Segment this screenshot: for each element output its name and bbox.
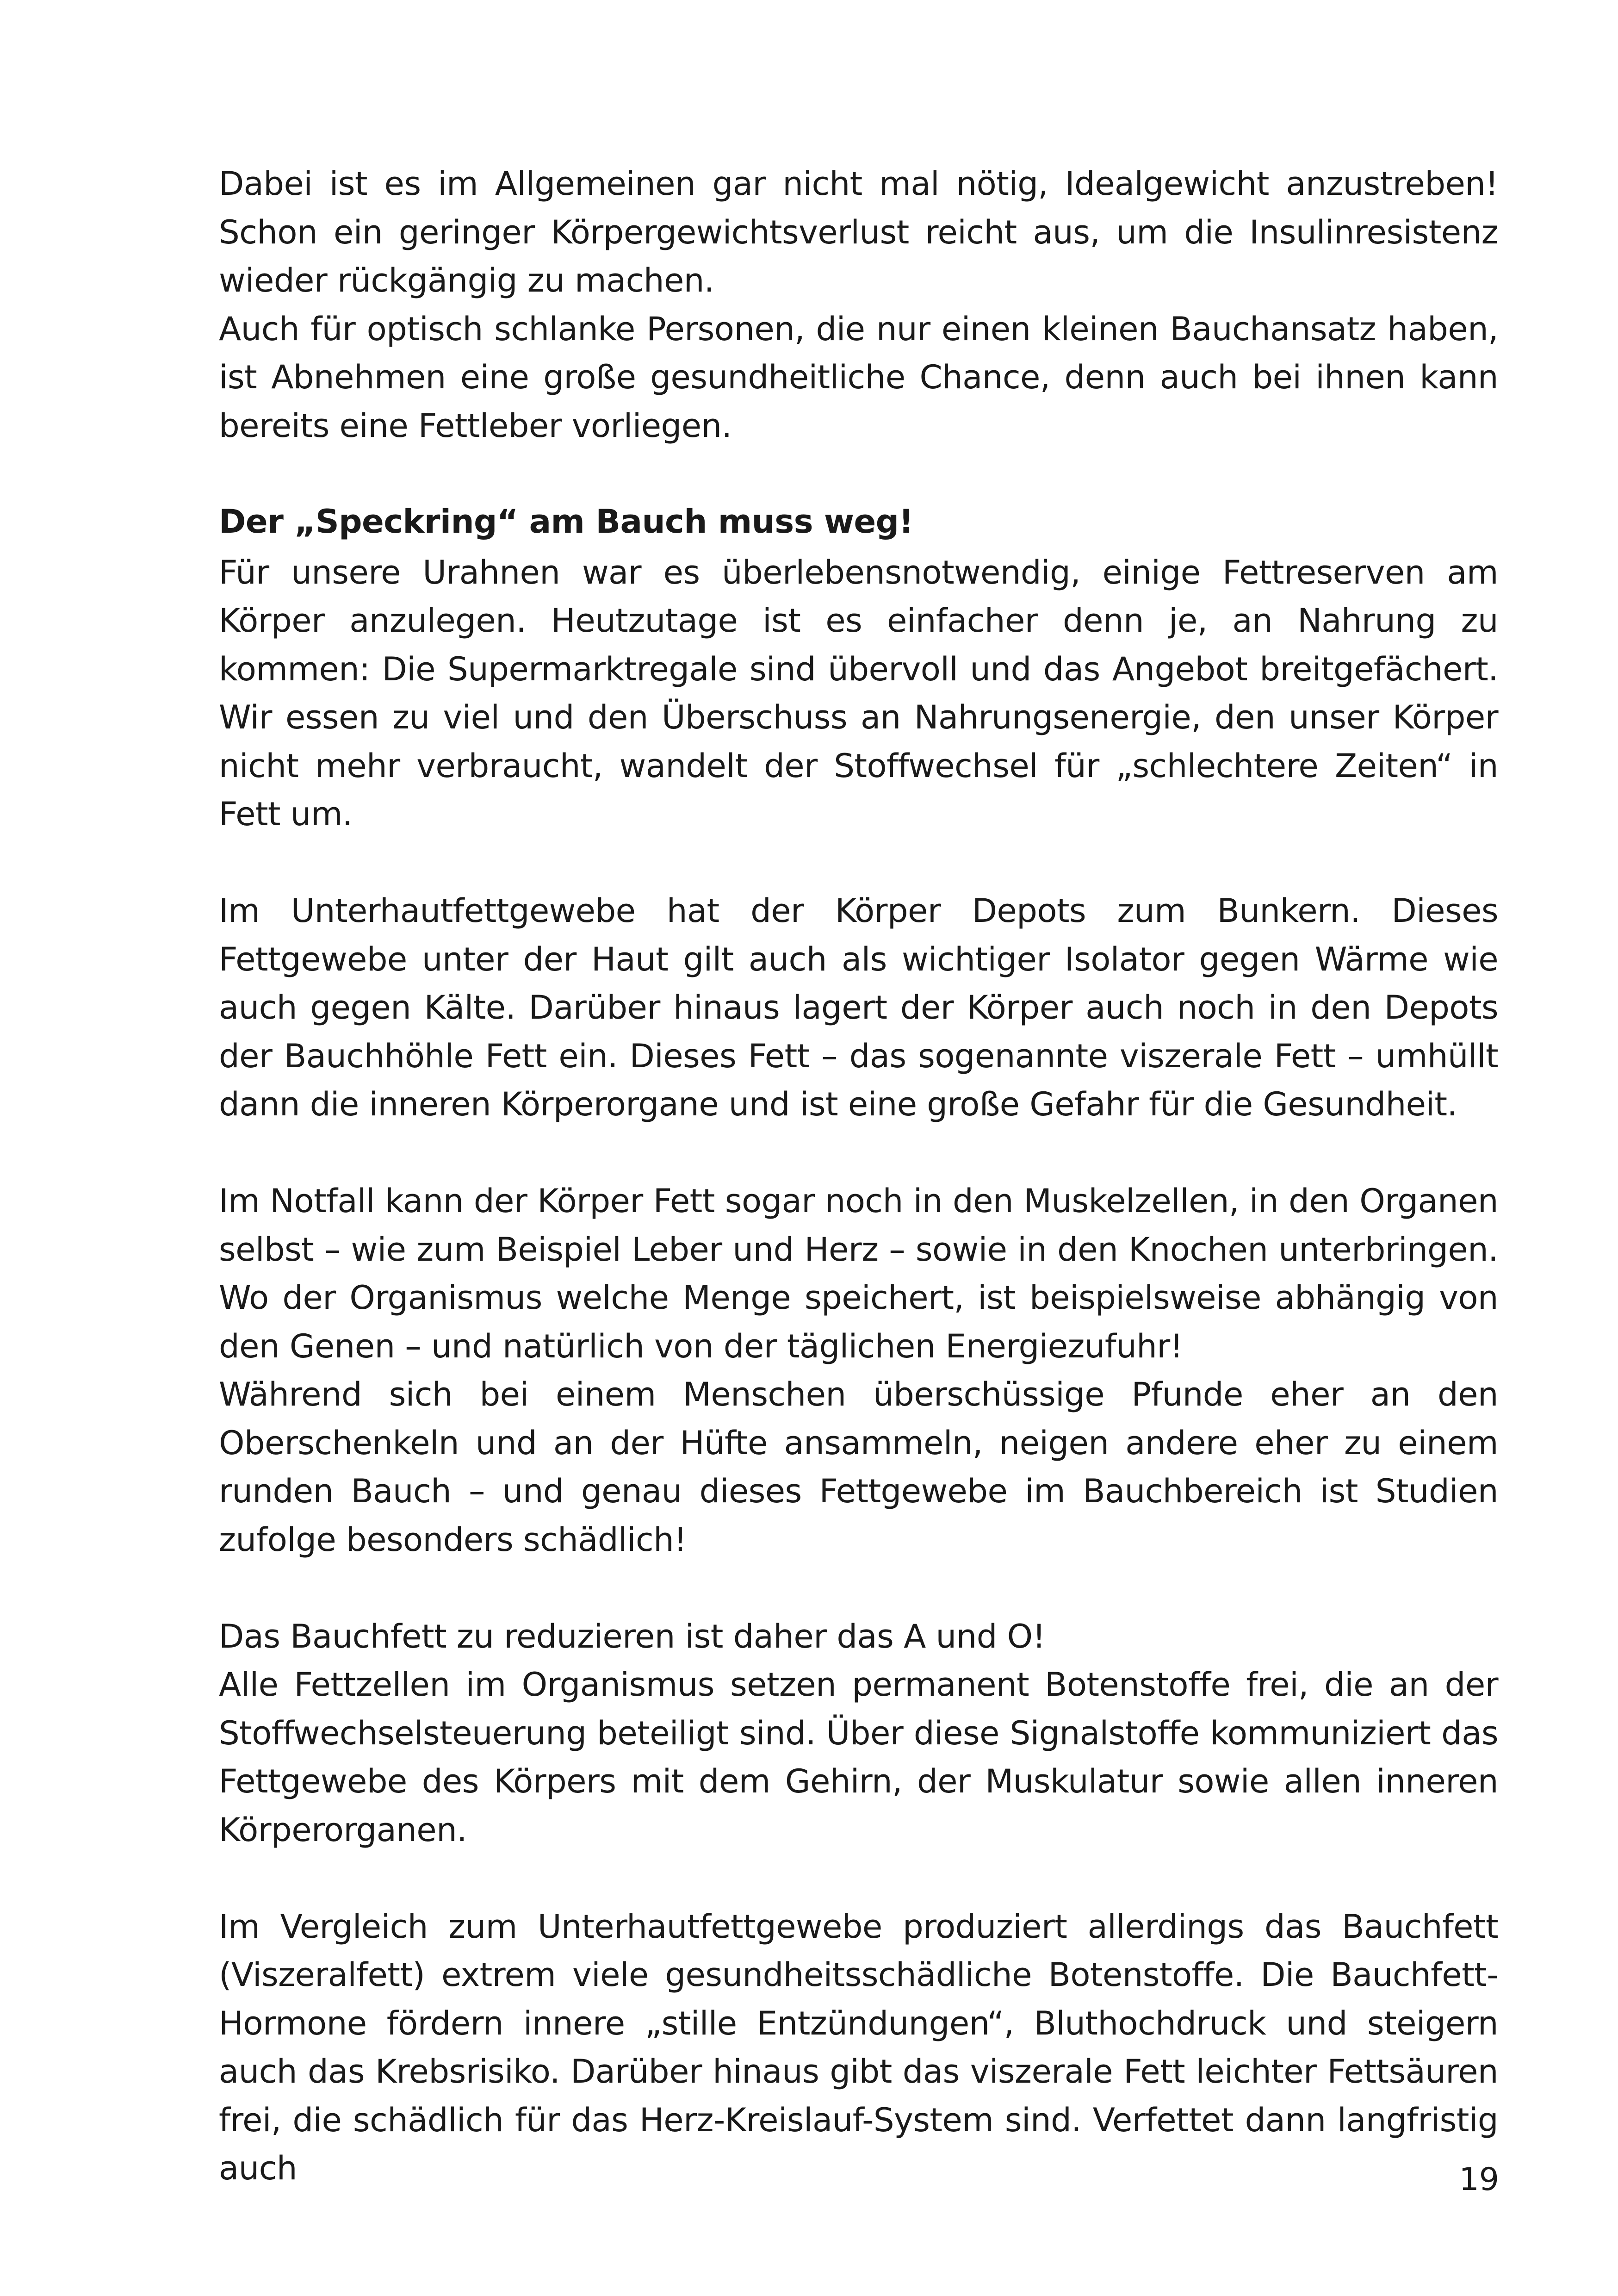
- paragraph: Im Notfall kann der Körper Fett sogar noch in den Muskelzellen, in den Organen selbst – wie zum Beispiel Leber und Herz – sowie in den Knochen unterbringen. Wo der Organismus welche Menge speichert, ist beispielsweise abhängig von den Genen – und natürlich von der täglichen Energiezufuhr!: [219, 1182, 1498, 1365]
- paragraph-spacer: [219, 1129, 1498, 1177]
- paragraph: Alle Fettzellen im Organismus setzen permanent Botenstoffe frei, die an der Stoffwechselsteuerung beteiligt sind. Über diese Signalstoffe kommuniziert das Fettgewebe des Körpers mit dem Gehirn, der Muskulatur sowie allen inneren Körperorganen.: [219, 1666, 1498, 1849]
- page-body: [219, 160, 1498, 2193]
- paragraph-spacer: [219, 839, 1498, 887]
- paragraph: Auch für optisch schlanke Personen, die nur einen kleinen Bauchansatz haben, ist Abnehmen eine große gesundheitliche Chance, denn auch bei ihnen kann bereits eine Fettleber vorliegen.: [219, 310, 1498, 445]
- paragraph-spacer: [219, 1854, 1498, 1903]
- paragraph-spacer: [219, 1564, 1498, 1612]
- paragraph: Dabei ist es im Allgemeinen gar nicht mal nötig, Idealgewicht anzustreben! Schon ein geringer Körpergewichtsverlust reicht aus, um die Insulinresistenz wieder rückgängig zu machen.: [219, 165, 1498, 299]
- paragraph: Das Bauchfett zu reduzieren ist daher das A und O!: [219, 1617, 1046, 1655]
- paragraph-spacer: [219, 450, 1498, 498]
- paragraph: Während sich bei einem Menschen überschüssige Pfunde eher an den Oberschenkeln und an der Hüfte ansammeln, neigen andere eher zu einem runden Bauch – und genau dieses Fettgewebe im Bauchbereich ist Studien zufolge besonders schädlich!: [219, 1375, 1498, 1559]
- paragraph: Im Unterhautfettgewebe hat der Körper Depots zum Bunkern. Dieses Fettgewebe unter der Haut gilt auch als wichtiger Isolator gegen Wärme wie auch gegen Kälte. Darüber hinaus lagert der Körper auch noch in den Depots der Bauchhöhle Fett ein. Dieses Fett – das sogenannte viszerale Fett – umhüllt dann die inneren Körperorgane und ist eine große Gefahr für die Gesundheit.: [219, 892, 1498, 1123]
- page-number: 19: [1459, 2161, 1499, 2198]
- paragraph: Im Vergleich zum Unterhautfettgewebe produziert allerdings das Bauchfett (Viszeralfett) extrem viele gesundheitsschädliche Botenstoffe. Die Bauchfett-Hormone fördern innere „stille Entzündungen“, Bluthochdruck und steigern auch das Krebsrisiko. Darüber hinaus gibt das viszerale Fett leichter Fettsäuren frei, die schädlich für das Herz-Kreislauf-System sind. Verfettet dann langfristig auch: [219, 1907, 1498, 2187]
- paragraph: Für unsere Urahnen war es überlebensnotwendig, einige Fettreserven am Körper anzulegen. Heutzutage ist es einfacher denn je, an Nahrung zu kommen: Die Supermarktregale sind übervoll und das Angebot breitgefächert. Wir essen zu viel und den Überschuss an Nahrungsenergie, den unser Körper nicht mehr verbraucht, wandelt der Stoffwechsel für „schlechtere Zeiten“ in Fett um.: [219, 553, 1498, 833]
- section-heading: Der „Speckring“ am Bauch muss weg!: [219, 502, 914, 541]
